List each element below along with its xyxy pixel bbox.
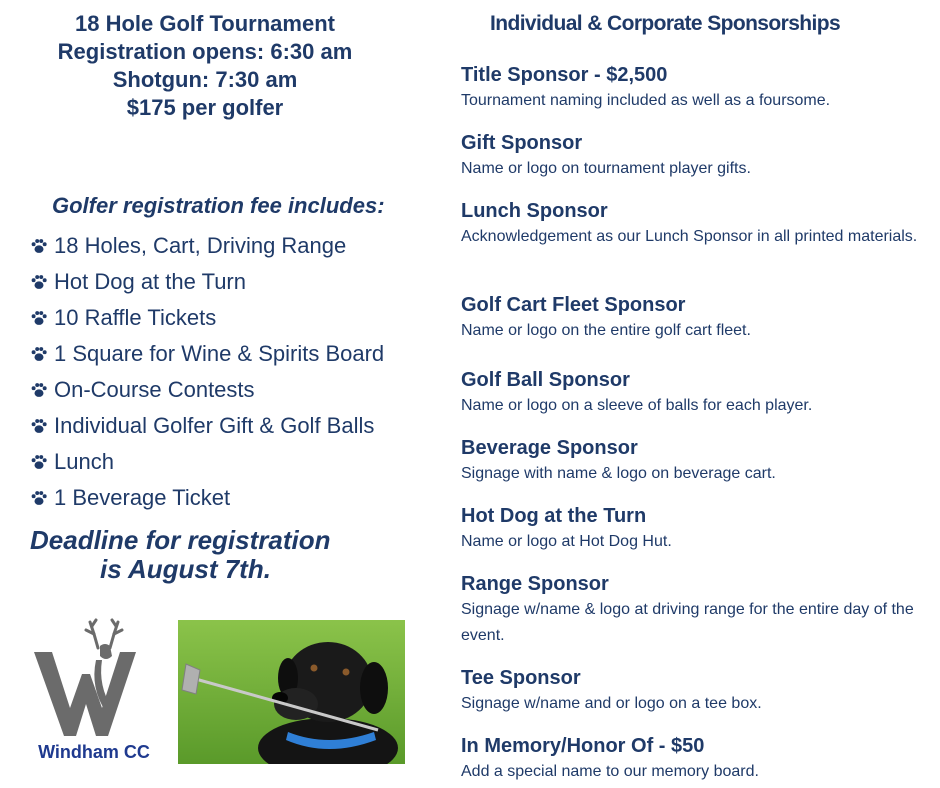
tournament-header — [20, 10, 390, 122]
list-item-label: 1 Square for Wine & Spirits Board — [54, 341, 385, 366]
list-item — [30, 228, 384, 264]
header-line-title: 18 Hole Golf Tournament — [75, 11, 335, 36]
sponsor-desc: Signage with name & logo on beverage cart. — [461, 465, 776, 482]
sponsor-name: Title Sponsor - $2,500 — [461, 64, 668, 86]
paw-icon — [30, 345, 48, 363]
sponsor-name: Gift Sponsor — [461, 132, 583, 154]
sponsor-desc: Name or logo on the entire golf cart fleet. — [461, 322, 751, 339]
includes-title: Golfer registration fee includes: — [52, 193, 385, 218]
dog-with-golf-club-photo — [178, 620, 405, 764]
list-item — [30, 444, 384, 480]
list-item-label: 10 Raffle Tickets — [54, 305, 217, 330]
list-item-label: 18 Holes, Cart, Driving Range — [54, 233, 347, 258]
list-item-label: 1 Beverage Ticket — [54, 485, 231, 510]
paw-icon — [30, 489, 48, 507]
deer-w-logo-icon — [28, 616, 160, 742]
list-item-label: Individual Golfer Gift & Golf Balls — [54, 413, 375, 438]
sponsor-desc: Signage w/name & logo at driving range for the entire day of the event. — [461, 601, 914, 644]
windham-cc-logo — [28, 616, 160, 766]
paw-icon — [30, 237, 48, 255]
paw-icon — [30, 453, 48, 471]
sponsor-gift — [461, 130, 921, 182]
registration-deadline — [30, 526, 331, 584]
sponsor-desc: Acknowledgement as our Lunch Sponsor in all printed materials. — [461, 228, 918, 245]
logo-text: Windham CC — [38, 742, 150, 762]
list-item — [30, 300, 384, 336]
paw-icon — [30, 381, 48, 399]
deadline-line-1: Deadline for registration — [30, 525, 331, 555]
sponsor-hot-dog — [461, 503, 921, 555]
header-line-registration: Registration opens: 6:30 am — [57, 39, 353, 64]
sponsor-desc: Tournament naming included as well as a foursome. — [461, 92, 831, 109]
sponsor-name: Beverage Sponsor — [461, 437, 638, 459]
header-line-shotgun: Shotgun: 7:30 am — [112, 67, 298, 92]
sponsor-beverage — [461, 435, 921, 487]
sponsor-desc: Name or logo at Hot Dog Hut. — [461, 533, 672, 550]
sponsor-name: Hot Dog at the Turn — [461, 505, 647, 527]
sponsor-name: Golf Cart Fleet Sponsor — [461, 294, 686, 316]
sponsor-name: Range Sponsor — [461, 573, 609, 595]
sponsor-name: In Memory/Honor Of - $50 — [461, 735, 705, 757]
includes-list — [30, 228, 384, 516]
sponsor-range — [461, 571, 921, 649]
sponsor-desc: Name or logo on a sleeve of balls for each player. — [461, 397, 813, 414]
sponsor-desc: Add a special name to our memory board. — [461, 763, 759, 780]
list-item-label: On-Course Contests — [54, 377, 255, 402]
sponsor-lunch — [461, 198, 921, 250]
sponsor-name: Tee Sponsor — [461, 667, 581, 689]
paw-icon — [30, 309, 48, 327]
paw-icon — [30, 273, 48, 291]
deadline-line-2: is August 7th. — [100, 554, 271, 584]
sponsor-memory-honor — [461, 733, 921, 785]
list-item — [30, 372, 384, 408]
sponsorships-title: Individual & Corporate Sponsorships — [490, 12, 841, 35]
sponsor-golf-ball — [461, 367, 921, 419]
list-item — [30, 480, 384, 516]
paw-icon — [30, 417, 48, 435]
list-item — [30, 264, 384, 300]
list-item-label: Hot Dog at the Turn — [54, 269, 246, 294]
list-item — [30, 408, 384, 444]
sponsor-golf-cart-fleet — [461, 292, 921, 344]
sponsor-desc: Signage w/name and or logo on a tee box. — [461, 695, 762, 712]
sponsor-name: Golf Ball Sponsor — [461, 369, 630, 391]
sponsor-tee — [461, 665, 921, 717]
list-item — [30, 336, 384, 372]
header-line-price: $175 per golfer — [126, 95, 284, 120]
sponsor-title — [461, 62, 921, 114]
sponsor-desc: Name or logo on tournament player gifts. — [461, 160, 751, 177]
sponsor-name: Lunch Sponsor — [461, 200, 608, 222]
list-item-label: Lunch — [54, 449, 114, 474]
